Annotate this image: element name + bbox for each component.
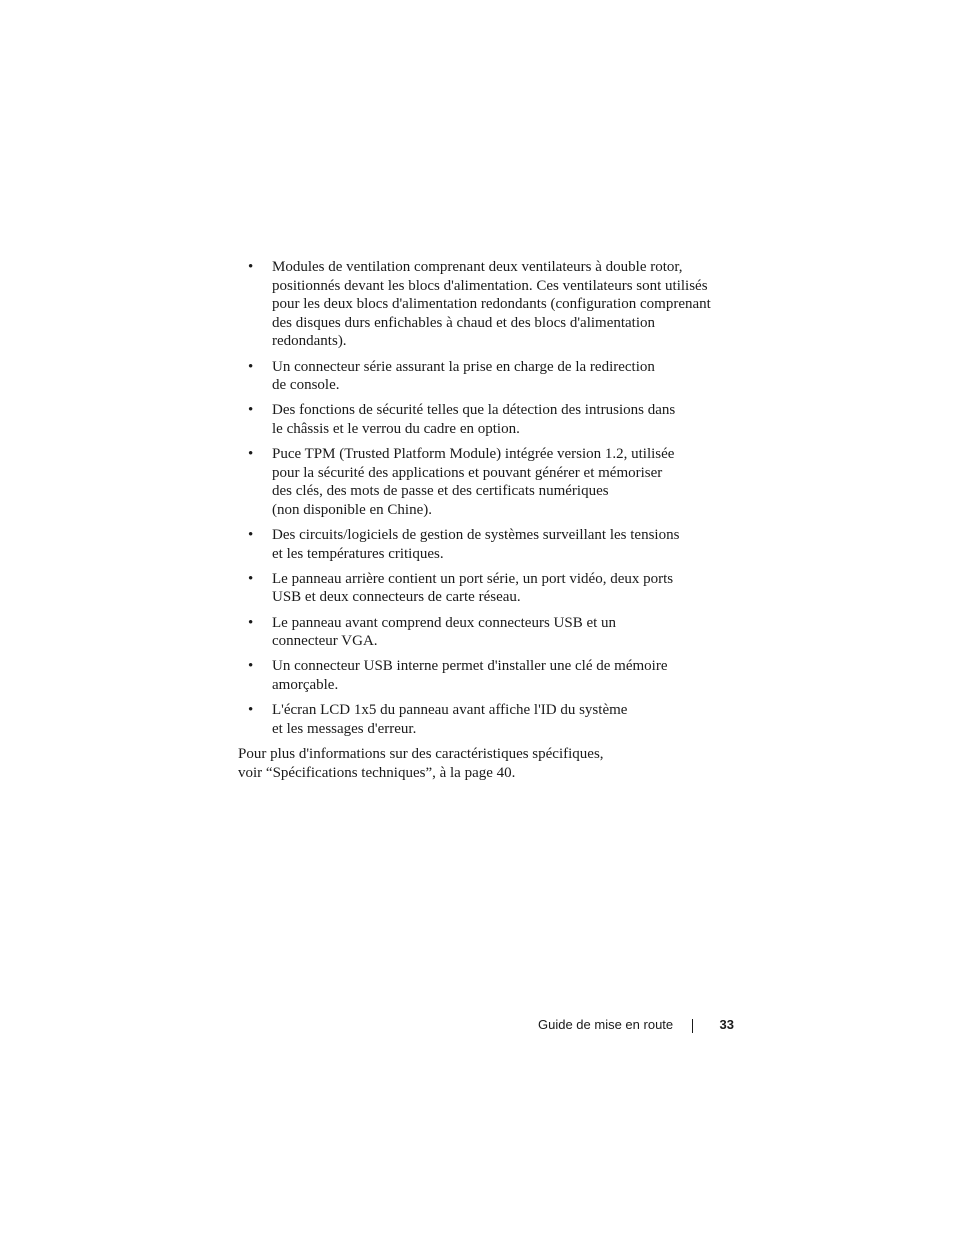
text-line: et les messages d'erreur.: [272, 720, 417, 737]
text-line: Pour plus d'informations sur des caractéristiques spécifiques,: [238, 746, 604, 762]
bullet-icon: •: [248, 402, 254, 419]
text-line: Modules de ventilation comprenant deux ventilateurs à double rotor,: [272, 259, 683, 275]
text-line: Un connecteur série assurant la prise en charge de la redirection: [272, 358, 655, 375]
text-line: Des circuits/logiciels de gestion de systèmes surveillant les tensions: [272, 527, 680, 544]
text-line: connecteur VGA.: [272, 633, 378, 650]
text-line: de console.: [272, 377, 340, 394]
text-line: redondants).: [272, 333, 347, 350]
list-item: [238, 701, 738, 738]
closing-paragraph: [238, 745, 738, 782]
text-line: L'écran LCD 1x5 du panneau avant affiche l'ID du système: [272, 702, 628, 719]
list-item: [238, 657, 738, 694]
footer-separator: [692, 1019, 693, 1033]
bullet-icon: •: [248, 702, 254, 719]
bullet-icon: •: [248, 614, 254, 631]
list-item: [238, 358, 738, 395]
text-line: (non disponible en Chine).: [272, 501, 432, 518]
text-line: Puce TPM (Trusted Platform Module) intégrée version 1.2, utilisée: [272, 446, 675, 463]
bullet-icon: •: [248, 259, 254, 275]
text-line: positionnés devant les blocs d'alimentation. Ces ventilateurs sont utilisés: [272, 277, 708, 294]
text-line: Le panneau avant comprend deux connecteurs USB et un: [272, 614, 617, 631]
text-line: Le panneau arrière contient un port série, un port vidéo, deux ports: [272, 570, 674, 587]
text-line: pour les deux blocs d'alimentation redondants (configuration comprenant: [272, 296, 711, 313]
text-line: le châssis et le verrou du cadre en option.: [272, 420, 520, 437]
list-item: [238, 401, 738, 438]
bullet-icon: •: [248, 358, 254, 375]
feature-list: [238, 258, 738, 738]
text-line: des disques durs enfichables à chaud et des blocs d'alimentation: [272, 314, 656, 331]
list-item: [238, 614, 738, 651]
page-footer: [538, 1015, 734, 1035]
footer-title: Guide de mise en route: [538, 1017, 674, 1032]
text-line: voir “Spécifications techniques”, à la page 40.: [238, 764, 516, 781]
text-line: pour la sécurité des applications et pouvant générer et mémoriser: [272, 464, 663, 481]
page-content: [238, 258, 738, 782]
list-item: [238, 445, 738, 519]
list-item: [238, 526, 738, 563]
page-number: 33: [719, 1017, 734, 1032]
text-line: Un connecteur USB interne permet d'installer une clé de mémoire: [272, 658, 668, 675]
text-line: des clés, des mots de passe et des certificats numériques: [272, 483, 609, 500]
text-line: Des fonctions de sécurité telles que la détection des intrusions dans: [272, 402, 676, 419]
text-line: amorçable.: [272, 677, 339, 694]
text-line: et les températures critiques.: [272, 545, 444, 562]
bullet-icon: •: [248, 570, 254, 587]
list-item: [238, 258, 738, 351]
bullet-icon: •: [248, 658, 254, 675]
list-item: [238, 570, 738, 607]
text-line: USB et deux connecteurs de carte réseau.: [272, 589, 521, 606]
bullet-icon: •: [248, 527, 254, 544]
bullet-icon: •: [248, 446, 254, 463]
